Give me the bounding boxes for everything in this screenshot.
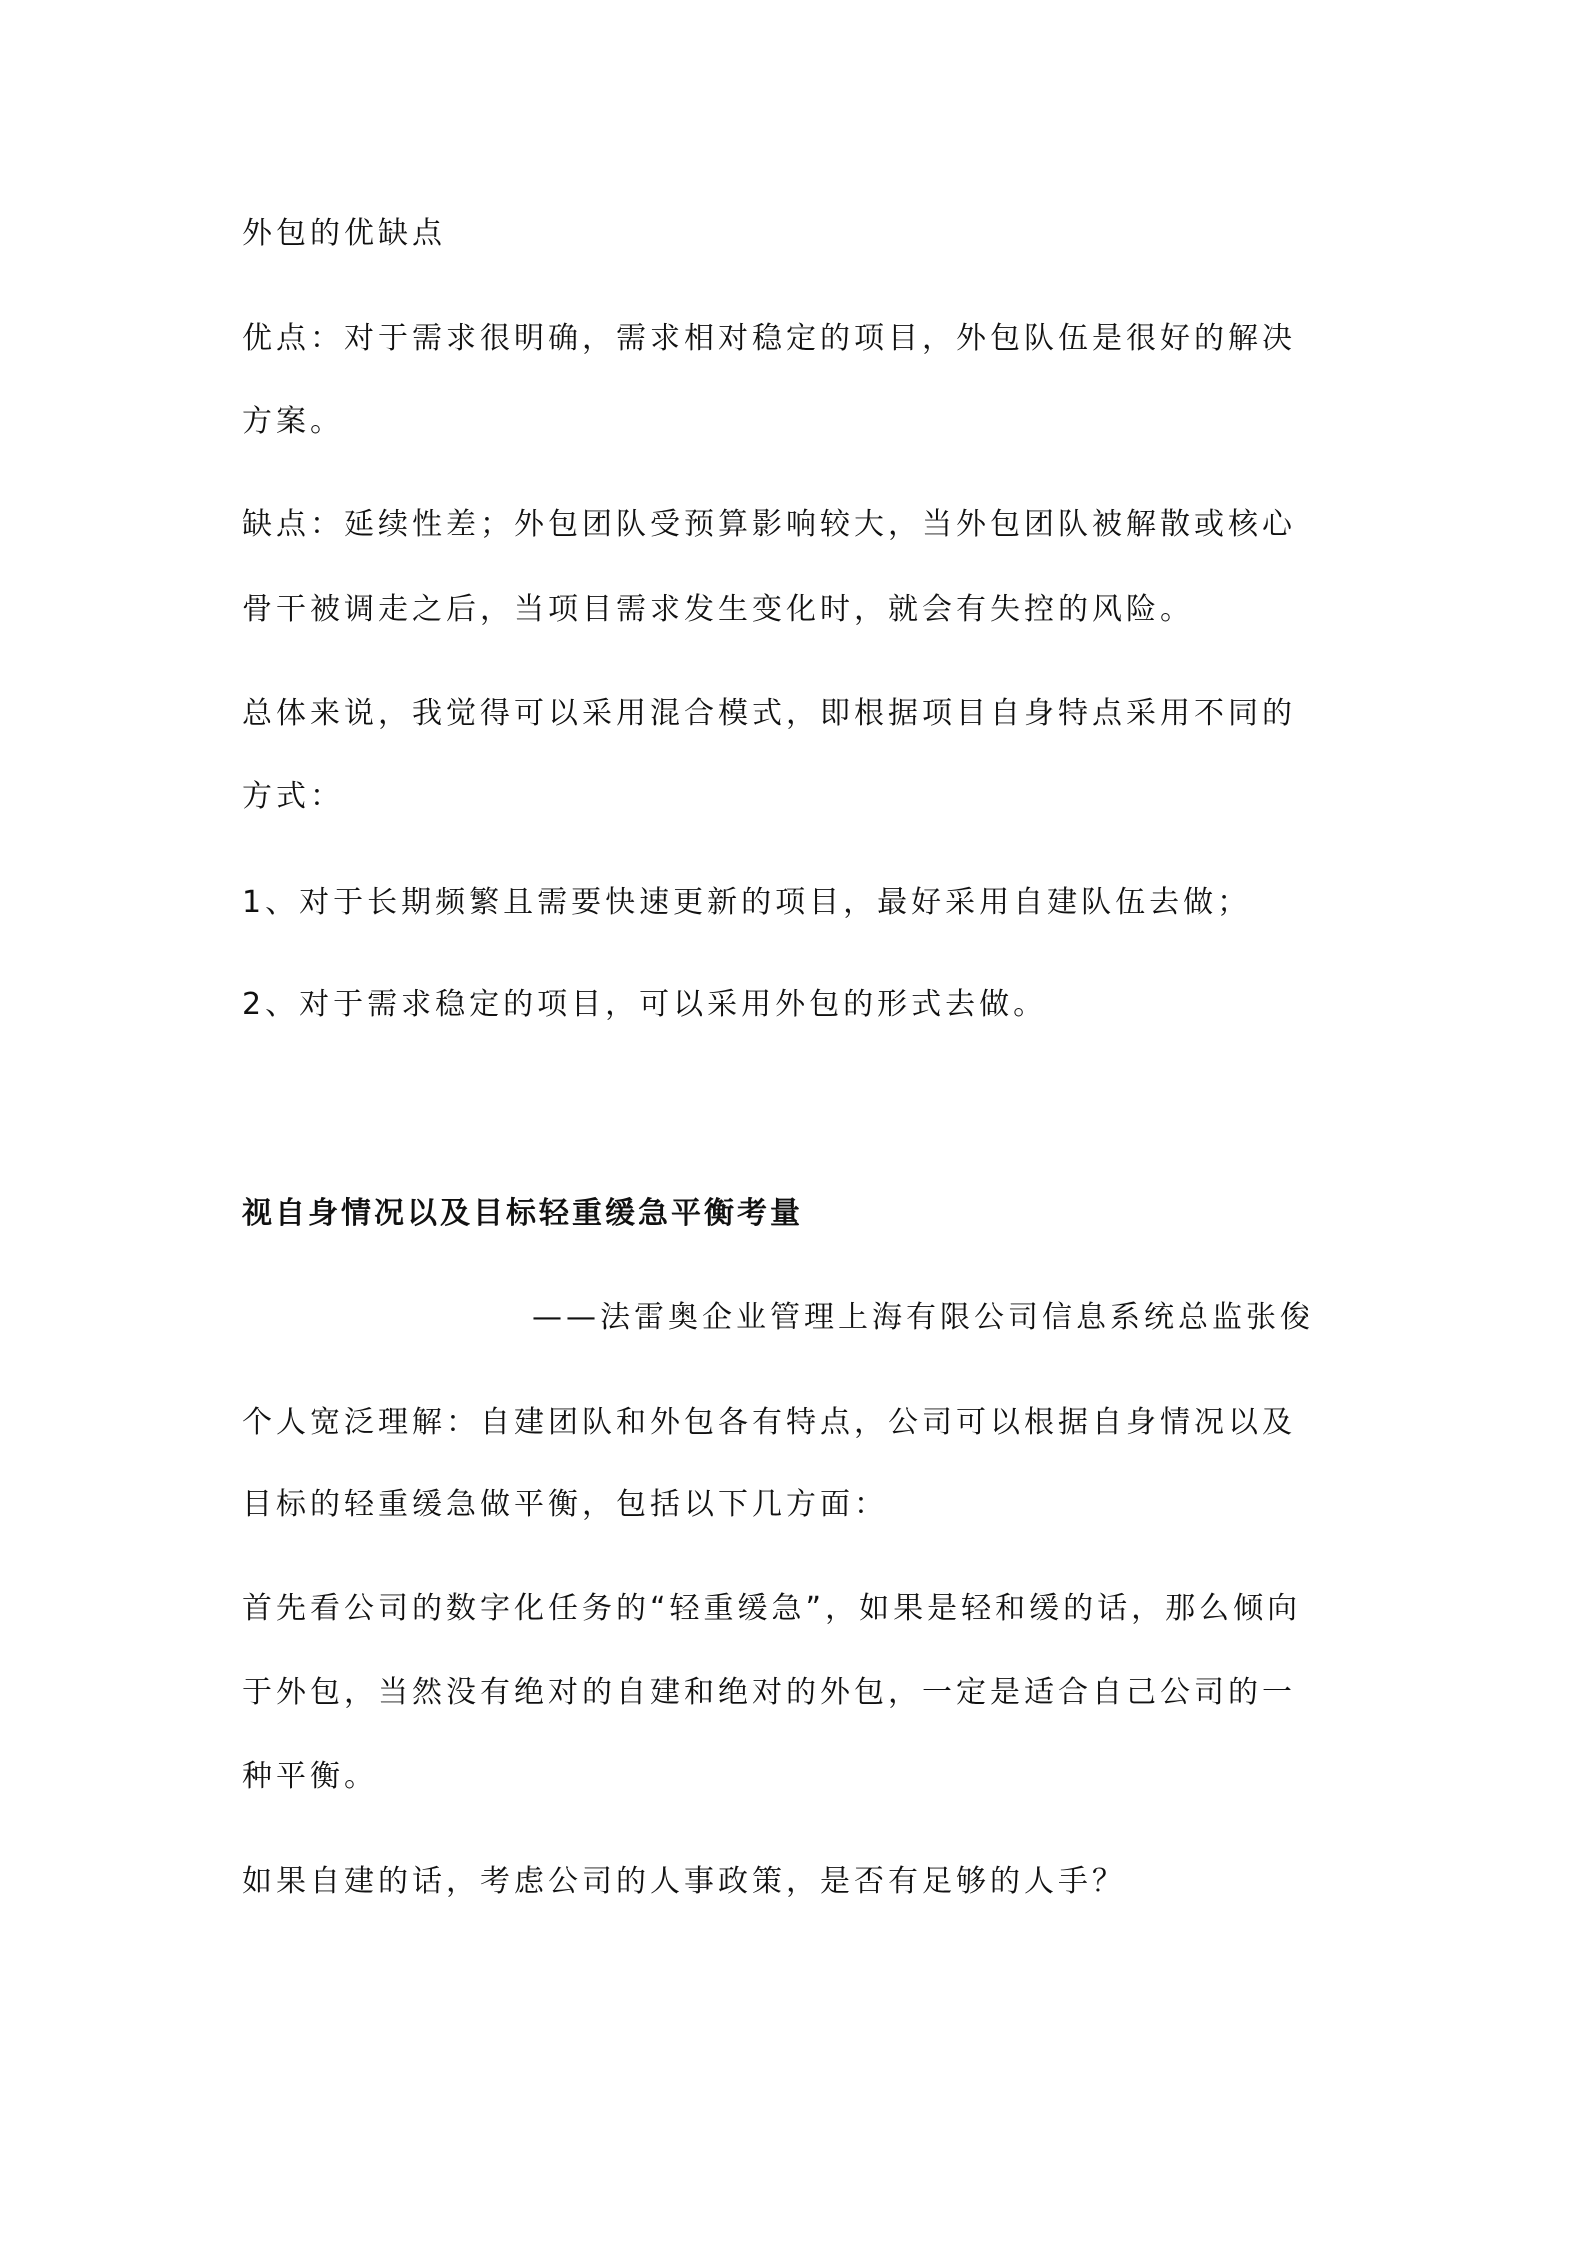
summary-line: 总体来说，我觉得可以采用混合模式，即根据项目自身特点采用不同的 (242, 696, 1296, 731)
list-item-2: 2、对于需求稳定的项目，可以采用外包的形式去做。 (242, 987, 1048, 1022)
pros-line: 优点：对于需求很明确，需求相对稳定的项目，外包队伍是很好的解决 (242, 321, 1296, 356)
paragraph-line: 种平衡。 (242, 1759, 378, 1794)
list-item-1: 1、对于长期频繁且需要快速更新的项目，最好采用自建队伍去做； (242, 885, 1252, 920)
paragraph-line: 于外包，当然没有绝对的自建和绝对的外包，一定是适合自己公司的一 (242, 1675, 1296, 1710)
pros-line: 方案。 (242, 404, 344, 439)
cons-line: 骨干被调走之后，当项目需求发生变化时，就会有失控的风险。 (242, 592, 1194, 627)
paragraph-line: 首先看公司的数字化任务的“轻重缓急”，如果是轻和缓的话，那么倾向 (242, 1591, 1302, 1626)
section-title-balance: 视自身情况以及目标轻重缓急平衡考量 (242, 1196, 803, 1231)
cons-line: 缺点：延续性差；外包团队受预算影响较大，当外包团队被解散或核心 (242, 507, 1296, 542)
section-title-outsourcing-pros-cons: 外包的优缺点 (242, 216, 446, 251)
paragraph-line: 目标的轻重缓急做平衡，包括以下几方面： (242, 1487, 888, 1522)
author-attribution: ——法雷奥企业管理上海有限公司信息系统总监张俊 (532, 1300, 1314, 1335)
paragraph-line: 如果自建的话，考虑公司的人事政策，是否有足够的人手？ (242, 1864, 1126, 1899)
summary-line: 方式： (242, 779, 344, 814)
paragraph-line: 个人宽泛理解：自建团队和外包各有特点，公司可以根据自身情况以及 (242, 1405, 1296, 1440)
